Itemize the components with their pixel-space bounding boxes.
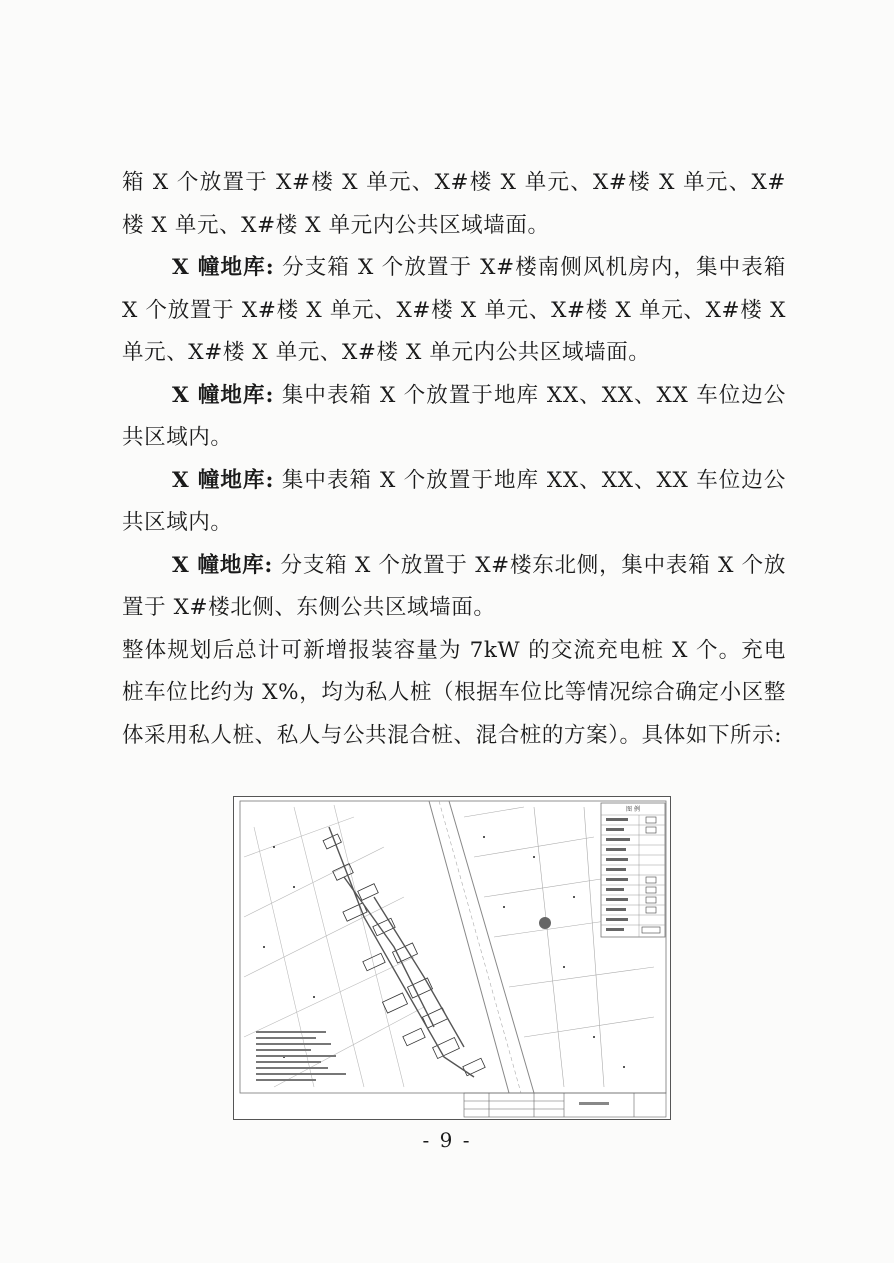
paragraph-3-label: X 幢地库: xyxy=(172,382,274,408)
paragraph-2-label: X 幢地库: xyxy=(172,255,275,280)
paragraph-3-text: 集中表箱 X 个放置于地库 XX、XX、XX 车位边公共区域内。 xyxy=(122,382,786,450)
paragraph-3 xyxy=(122,375,786,460)
paragraph-5-label: X 幢地库: xyxy=(172,552,273,578)
paragraph-6-text: 整体规划后总计可新增报装容量为 7kW 的交流充电桩 X 个。充电桩车位比约为 X%，均为私人桩（根据车位比等情况综合确定小区整体采用私人桩、私人与公共混合桩、混合桩的方案）。具体如下所示: xyxy=(122,637,786,748)
paragraph-2-text: 分支箱 X 个放置于 X#楼南侧风机房内，集中表箱 X 个放置于 X#楼 X 单元、X#楼 X 单元、X#楼 X 单元、X#楼 X 单元、X#楼 X 单元、X#楼 X 单元内公共区域墙面。 xyxy=(122,255,786,365)
site-plan-svg xyxy=(234,797,670,1119)
legend-title: 图 例 xyxy=(626,806,640,813)
paragraph-4-label: X 幢地库: xyxy=(172,467,274,493)
paragraph-1 xyxy=(122,162,786,247)
paragraph-4 xyxy=(122,460,786,545)
paragraph-5 xyxy=(122,545,786,630)
legend-box xyxy=(601,803,665,937)
roundabout-icon xyxy=(539,917,551,929)
site-plan-drawing xyxy=(233,796,671,1120)
paragraph-1-text: 箱 X 个放置于 X#楼 X 单元、X#楼 X 单元、X#楼 X 单元、X#楼 X 单元、X#楼 X 单元内公共区域墙面。 xyxy=(122,170,786,238)
paragraph-6 xyxy=(122,630,786,758)
paragraph-2 xyxy=(122,247,786,375)
body-text xyxy=(122,162,786,757)
paragraph-4-text: 集中表箱 X 个放置于地库 XX、XX、XX 车位边公共区域内。 xyxy=(122,467,786,535)
page-number: - 9 - xyxy=(422,1128,472,1152)
paragraph-5-text: 分支箱 X 个放置于 X#楼东北侧，集中表箱 X 个放置于 X#楼北侧、东侧公共区域墙面。 xyxy=(122,552,786,620)
